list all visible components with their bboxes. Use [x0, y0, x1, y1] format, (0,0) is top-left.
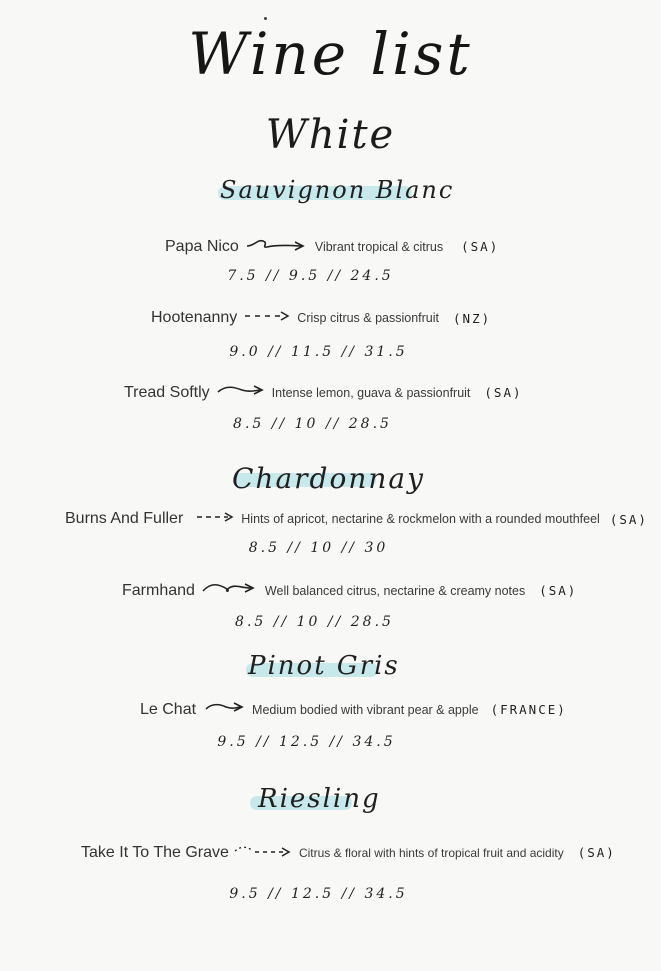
wine-origin: (SA): [484, 385, 523, 400]
wine-description: Well balanced citrus, nectarine & creamy notes: [264, 583, 526, 598]
wine-origin: (SA): [539, 583, 578, 598]
varietal-pinot-gris: Pinot Gris: [248, 651, 400, 681]
wine-price: 9.5 // 12.5 // 34.5: [229, 886, 408, 902]
wine-origin: (SA): [609, 511, 648, 527]
wine-row: [65, 510, 648, 528]
menu-title: Wine list: [188, 20, 473, 88]
wine-name: Burns And Fuller: [65, 510, 184, 527]
wavy-arrow-icon: [216, 383, 266, 402]
wine-name: Papa Nico: [165, 237, 239, 255]
wine-description: Citrus & floral with hints of tropical fruit and acidity: [298, 845, 564, 860]
wine-description: Crisp citrus & passionfruit: [297, 311, 440, 325]
wine-price: 8.5 // 10 // 28.5: [235, 614, 394, 630]
dashed-arrow-icon: [243, 309, 291, 327]
wine-origin: (NZ): [453, 310, 492, 326]
swirl-arrow-icon: [201, 580, 259, 601]
wine-description: Intense lemon, guava & passionfruit: [271, 385, 471, 400]
wine-origin: (FRANCE): [490, 702, 567, 717]
wine-name: Tread Softly: [124, 383, 210, 401]
wine-price: 8.5 // 10 // 28.5: [233, 416, 392, 432]
wine-origin: (SA): [461, 239, 500, 254]
dashed-arrow-icon: [195, 510, 235, 528]
wine-description: Medium bodied with vibrant pear & apple: [252, 702, 479, 717]
wine-row: [81, 843, 616, 862]
swirl-arrow-icon: [245, 236, 309, 257]
wine-row: [124, 383, 523, 402]
dashed-arrow-icon: [233, 843, 293, 862]
wine-description: Vibrant tropical & citrus: [314, 239, 444, 254]
varietal-chardonnay: Chardonnay: [232, 462, 425, 495]
wine-origin: (SA): [577, 845, 616, 860]
wine-name: Take It To The Grave: [81, 843, 229, 861]
wine-price: 9.5 // 12.5 // 34.5: [217, 734, 396, 750]
wine-row: [151, 309, 491, 327]
wavy-arrow-icon: [204, 700, 246, 719]
wine-row: [165, 236, 499, 257]
varietal-sauvignon-blanc: Sauvignon Blanc: [220, 176, 455, 204]
wine-price: 8.5 // 10 // 30: [248, 540, 389, 556]
wine-description: Hints of apricot, nectarine & rockmelon with a rounded mouthfeel: [241, 512, 600, 526]
section-heading-white: White: [265, 112, 396, 158]
wine-name: Hootenanny: [151, 309, 238, 326]
wine-price: 7.5 // 9.5 // 24.5: [227, 268, 394, 284]
wine-row: [140, 700, 567, 719]
wine-name: Le Chat: [140, 700, 197, 718]
varietal-riesling: Riesling: [258, 784, 381, 814]
wine-name: Farmhand: [122, 581, 195, 599]
wine-price: 9.0 // 11.5 // 31.5: [229, 344, 408, 360]
wine-row: [122, 580, 577, 601]
